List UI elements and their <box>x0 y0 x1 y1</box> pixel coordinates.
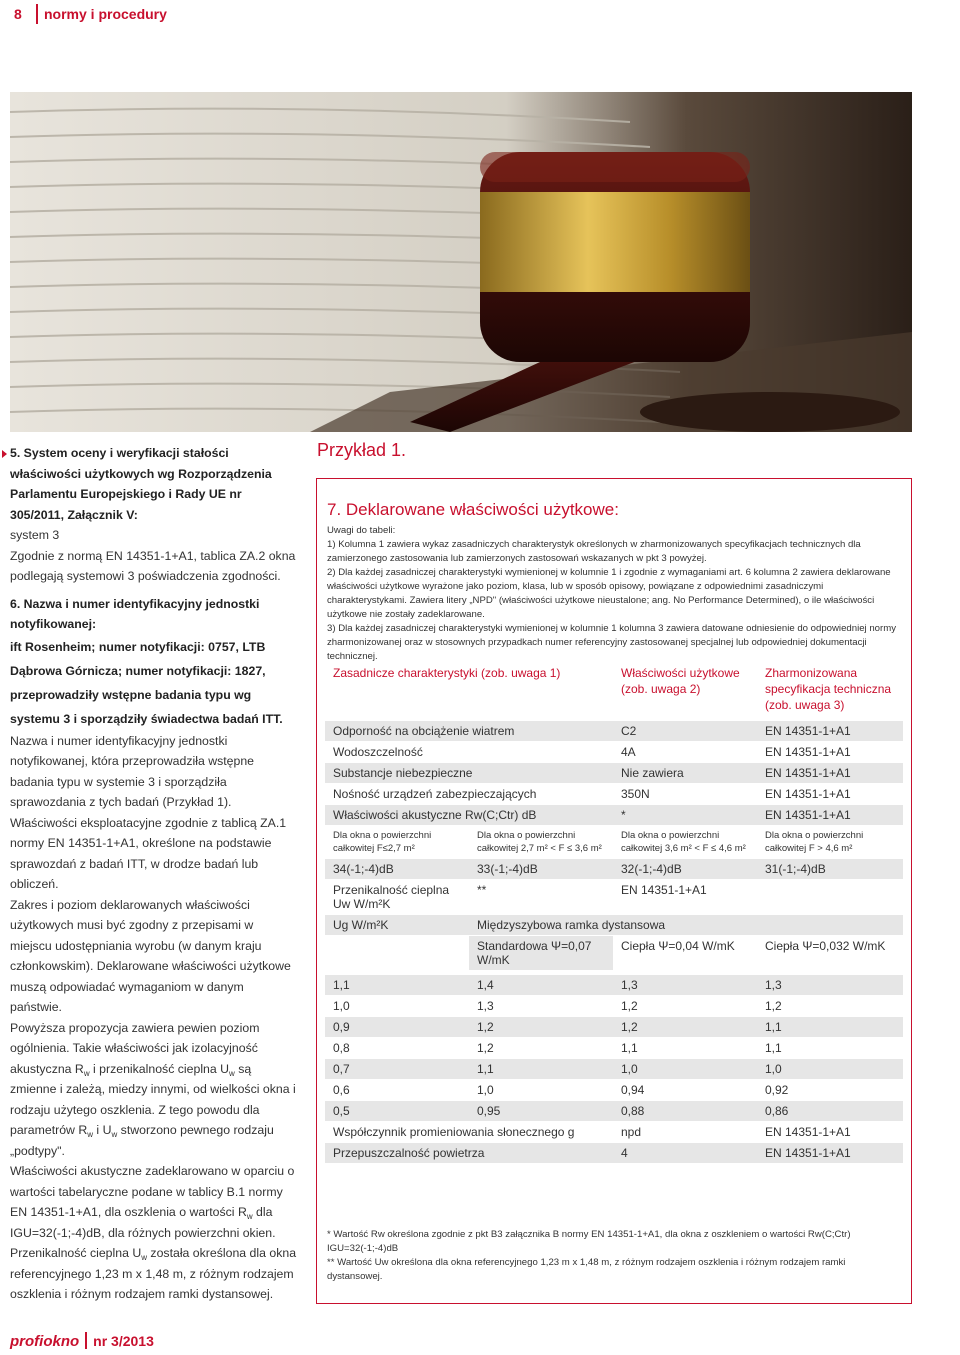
section-5-system: system 3 <box>10 528 60 542</box>
header-performance: Właściwości użytkowe (zob. uwaga 2) <box>613 662 757 717</box>
declared-performance-title: 7. Deklarowane właściwości użytkowe: <box>327 500 619 519</box>
thermal-row: Przenikalność cieplna Uw W/m²K ** EN 14351-1+A1 <box>325 880 903 915</box>
section-5-heading: 5. System oceny i weryfikacji stałości właściwości użytkowych wg Rozporządzenia Parlamentu Europejskiego i Rady UE nr 305/2011, Załącznik V: <box>10 446 272 522</box>
page-header <box>0 0 960 30</box>
paragraph-scope: Zakres i poziom deklarowanych właściwości użytkowych musi być zgodny z przepisami w miejscu udostępniania wyrobu (w danym kraju członkowskim). Deklarowane właściwości użytkowe muszą odpowiadać wymaganiom w danym państwie. <box>10 897 291 1014</box>
ug-row: 0,6 1,0 0,94 0,92 <box>325 1080 903 1101</box>
gavel-photo <box>10 92 912 432</box>
note-3: 3) Dla każdej zasadniczej charakterystyki wymienionej w kolumnie 1 kolumna 3 zawiera datowane odniesienie do odpowiedniej normy zharmonizowanej oraz w stosownych przypadkach numer referencyjny zastosowanej specjalnej lub odpowiedniej dokumentacji technicznej. <box>327 623 896 662</box>
table-row: Właściwości akustyczne Rw(C;Ctr) dB * EN 14351-1+A1 <box>325 805 903 826</box>
table-row: Wodoszczelność 4A EN 14351-1+A1 <box>325 742 903 763</box>
paragraph-generalization: Powyższa propozycja zawiera pewien poziom ogólnienia. Takie właściwości jak izolacyjność akustyczna $R_w$ i przenikalność cieplna $U_w$ są zmienne i zależą, miedzy innymi, od wielkości okna i rodzaju użytego oszklenia. Z tego powodu dla parametrów $R_w$ i $U_w$ stworzono pewnego rodzaju „podtypy". <box>10 1020 296 1158</box>
section-title: normy i procedury <box>44 6 167 22</box>
ug-row: 1,1 1,4 1,3 1,3 <box>325 975 903 996</box>
table-row: Przepuszczalność powietrza 4 EN 14351-1+A1 <box>325 1143 903 1164</box>
note-2: 2) Dla każdej zasadniczej charakterystyki wymienionej w kolumnie 1 i zgodnie z wymaganiami art. 6 kolumna 2 zawiera deklarowane właściwości użytkowe wyrażone jako poziom, klasa, lub w sposób opisowy, powiązane z odpowiednimi zasadniczymi charakterystykami. Zawiera litery „NPD" (właściwości użytkowe nieustalone; ang. No Performance Determined), o ile właściwości użytkowe nie zostały zadeklarowane. <box>327 567 891 620</box>
footer-divider <box>85 1332 87 1349</box>
magazine-logo: profiokno <box>10 1333 80 1350</box>
left-column <box>10 443 297 1305</box>
page-footer <box>10 1332 154 1352</box>
table-footnotes <box>327 1228 902 1284</box>
footnote-2: ** Wartość Uw określona dla okna referencyjnego 1,23 m x 1,48 m, z różnym rodzajem oszklenia i różnym rodzajem ramki dystansowej. <box>327 1257 846 1282</box>
ug-row: 1,0 1,3 1,2 1,2 <box>325 996 903 1017</box>
ug-row: 0,5 0,95 0,88 0,86 <box>325 1101 903 1122</box>
section-6-body: ift Rosenheim; numer notyfikacji: 0757, LTB Dąbrowa Górnicza; numer notyfikacji: 1827, przeprowadziły wstępne badania typu wg systemu 3 i sporządziły świadectwa badań ITT. <box>10 639 283 726</box>
header-divider <box>36 4 38 24</box>
table-row: Substancje niebezpieczne Nie zawiera EN 14351-1+A1 <box>325 763 903 784</box>
table-header-row <box>325 662 903 717</box>
area-label-row: Dla okna o powierzchni całkowitej F≤2,7 m² Dla okna o powierzchni całkowitej 2,7 m² < F ≤ 3,6 m² Dla okna o powierzchni całkowitej 3,6 m² < F ≤ 4,6 m² Dla okna o powierzchni całkowitej F > 4,6 m² <box>325 826 903 859</box>
table-row: Odporność na obciążenie wiatrem C2 EN 14351-1+A1 <box>325 721 903 742</box>
footnote-1: * Wartość Rw określona zgodnie z pkt B3 załącznika B normy EN 14351-1+A1, dla okna z oszkleniem o wartości Rw(C;Ctr) IGU=32(-1;-4)dB <box>327 1229 851 1254</box>
section-5-text: Zgodnie z normą EN 14351-1+A1, tablica ZA.2 okna podlegają systemowi 3 poświadczenia zgodności. <box>10 548 296 583</box>
section-arrow-icon <box>2 450 7 458</box>
table-notes <box>327 524 902 664</box>
paragraph-notified-body: Nazwa i numer identyfikacyjny jednostki notyfikowanej, która przeprowadziła wstępne badania typu w systemie 3 i sporządziła sprawozdania z tych badań (Przykład 1). <box>10 733 255 809</box>
ug-spacer-row: Ug W/m²K Międzyszybowa ramka dystansowa <box>325 915 903 936</box>
header-characteristics: Zasadnicze charakterystyki (zob. uwaga 1) <box>325 662 613 717</box>
example-title: Przykład 1. <box>317 440 407 460</box>
issue-number: nr 3/2013 <box>93 1333 154 1349</box>
table-row: Nośność urządzeń zabezpieczających 350N EN 14351-1+A1 <box>325 784 903 805</box>
table-row: Współczynnik promieniowania słonecznego g npd EN 14351-1+A1 <box>325 1122 903 1143</box>
paragraph-thermal: Przenikalność cieplna $U_w$ została określona dla okna referencyjnego 1,23 m x 1,48 m, z różnym rodzajem oszklenia i różnym rodzajem ramki dystansowej. <box>10 1246 297 1301</box>
paragraph-performance: Właściwości eksploatacyjne zgodnie z tablicą ZA.1 normy EN 14351-1+A1, określone na podstawie sprawozdań z badań ITT, w drodze badań lub obliczeń. <box>10 815 287 891</box>
header-specification: Zharmonizowana specyfikacja techniczna (zob. uwaga 3) <box>757 662 903 717</box>
ug-row: 0,8 1,2 1,1 1,1 <box>325 1038 903 1059</box>
paragraph-acoustic: Właściwości akustyczne zadeklarowano w oparciu o wartości tabelaryczne podane w tablicy B.1 normy EN 14351-1+A1, dla oszklenia o wartości $R_w$ dla IGU=32(-1;-4)dB, dla różnych powierzchni okien. <box>10 1164 295 1240</box>
spacer-types-row: Standardowa Ψ=0,07 W/mK Ciepła Ψ=0,04 W/mK Ciepła Ψ=0,032 W/mK <box>325 936 903 971</box>
performance-table <box>325 662 903 1164</box>
ug-row: 0,7 1,1 1,0 1,0 <box>325 1059 903 1080</box>
ug-row: 0,9 1,2 1,2 1,1 <box>325 1017 903 1038</box>
area-value-row: 34(-1;-4)dB 33(-1;-4)dB 32(-1;-4)dB 31(-1;-4)dB <box>325 859 903 880</box>
gavel-illustration <box>10 92 912 432</box>
note-heading: Uwagi do tabeli: <box>327 525 396 536</box>
section-6-heading: 6. Nazwa i numer identyfikacyjny jednostki notyfikowanej: <box>10 596 260 631</box>
note-1: 1) Kolumna 1 zawiera wykaz zasadniczych charakterystyk określonych w zharmonizowanych specyfikacjach technicznych dla zamierzonego zastosowania lub zamierzonych zastosowań wskazanych w pkt 3 powyżej. <box>327 539 861 564</box>
page-number: 8 <box>14 6 22 22</box>
